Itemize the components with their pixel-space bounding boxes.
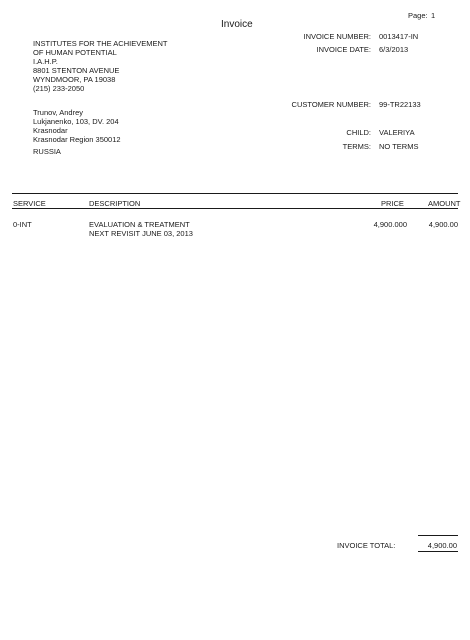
sender-line: I.A.H.P.: [33, 57, 58, 66]
sender-line: OF HUMAN POTENTIAL: [33, 48, 117, 57]
sender-address: [33, 39, 167, 93]
customer-line: Krasnodar: [33, 126, 68, 135]
row-service: 0-INT: [13, 220, 32, 229]
child-value: VALERIYA: [379, 128, 415, 137]
terms-label: TERMS:: [342, 142, 371, 151]
child-label: CHILD:: [346, 128, 371, 137]
header-top-rule: [12, 193, 458, 194]
col-header-amount: AMOUNT: [428, 199, 461, 208]
terms-value: NO TERMS: [379, 142, 419, 151]
customer-number-value: 99-TR22133: [379, 100, 421, 109]
customer-line: Lukjanenko, 103, DV. 204: [33, 117, 119, 126]
customer-address: [33, 108, 121, 144]
row-amount: 4,900.00: [428, 220, 458, 229]
customer-country: RUSSIA: [33, 147, 61, 156]
customer-number-label: CUSTOMER NUMBER:: [291, 100, 371, 109]
invoice-number-value: 0013417-IN: [379, 32, 419, 41]
col-header-service: SERVICE: [13, 199, 46, 208]
row-description-line2: NEXT REVISIT JUNE 03, 2013: [89, 229, 193, 238]
invoice-date-label: INVOICE DATE:: [316, 45, 371, 54]
sender-line: 8801 STENTON AVENUE: [33, 66, 120, 75]
total-bottom-rule: [418, 551, 458, 552]
col-header-description: DESCRIPTION: [89, 199, 141, 208]
invoice-total-value: 4,900.00: [427, 541, 457, 550]
header-bottom-rule: [12, 208, 458, 209]
total-top-rule: [418, 535, 458, 536]
document-title: Invoice: [221, 19, 253, 30]
sender-line: (215) 233-2050: [33, 84, 85, 93]
row-description: EVALUATION & TREATMENT: [89, 220, 190, 229]
col-header-price: PRICE: [381, 199, 404, 208]
invoice-number-label: INVOICE NUMBER:: [303, 32, 371, 41]
page-number: 1: [431, 11, 436, 20]
page-label: Page:: [408, 11, 428, 20]
customer-line: Trunov, Andrey: [33, 108, 84, 117]
invoice-total-label: INVOICE TOTAL:: [337, 541, 396, 550]
row-price: 4,900.000: [373, 220, 407, 229]
sender-line: WYNDMOOR, PA 19038: [33, 75, 116, 84]
sender-line: INSTITUTES FOR THE ACHIEVEMENT: [33, 39, 168, 48]
customer-line: Krasnodar Region 350012: [33, 135, 121, 144]
invoice-date-value: 6/3/2013: [379, 45, 409, 54]
